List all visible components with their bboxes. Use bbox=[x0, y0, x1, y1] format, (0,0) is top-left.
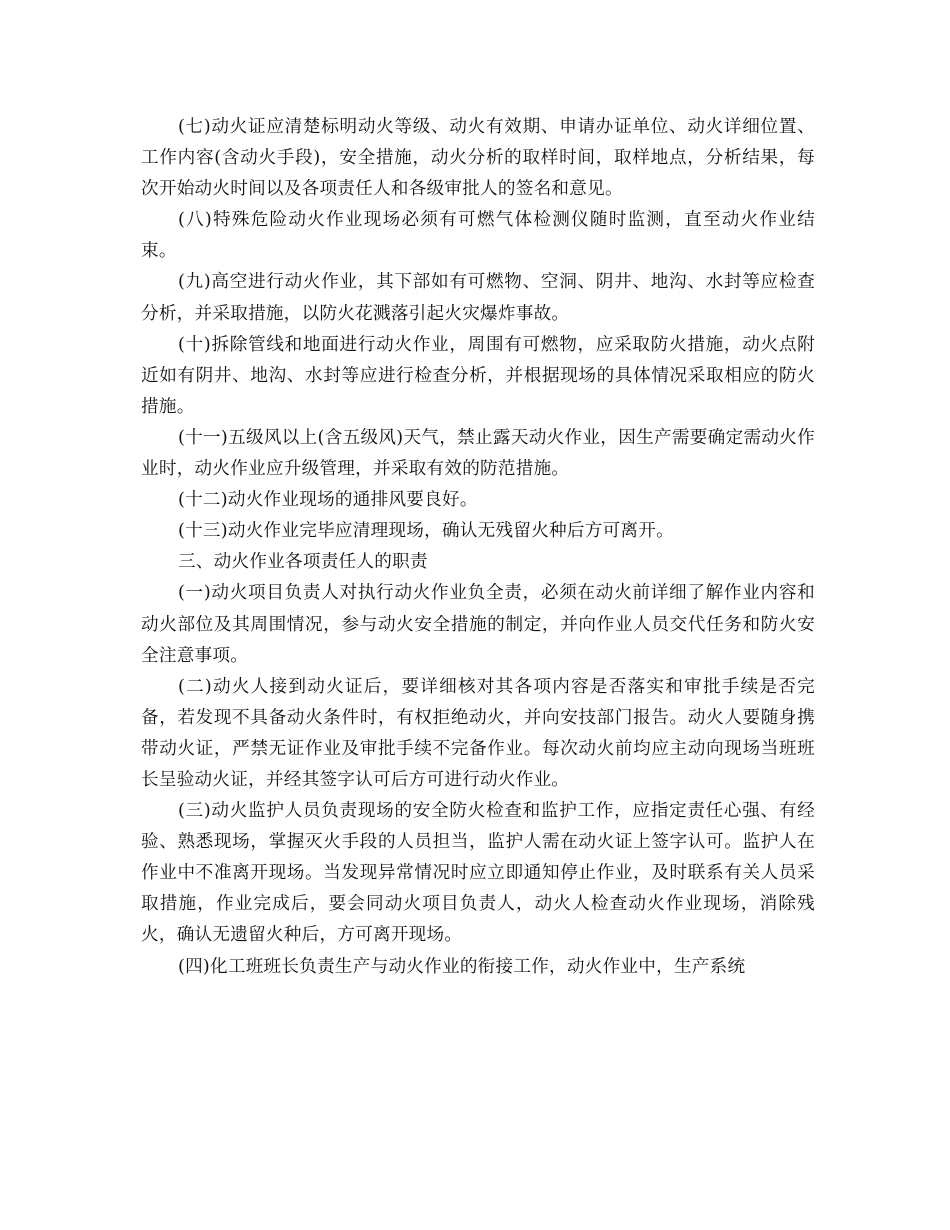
paragraph-duty-4: (四)化工班班长负责生产与动火作业的衔接工作，动火作业中，生产系统 bbox=[177, 956, 746, 977]
paragraph-clause-8: (八)特殊危险动火作业现场必须有可燃气体检测仪随时监测，直至动火作业结束。 bbox=[141, 210, 815, 262]
document-body bbox=[141, 112, 815, 983]
paragraph-clause-11: (十一)五级风以上(含五级风)天气，禁止露天动火作业，因生产需要确定需动火作业时，动火作业应升级管理，并采取有效的防范措施。 bbox=[141, 427, 815, 480]
paragraph-duty-1: (一)动火项目负责人对执行动火作业负全责，必须在动火前详细了解作业内容和动火部位及其周围情况，参与动火安全措施的制定，并向作业人员交代任务和防火安全注意事项。 bbox=[141, 583, 815, 666]
paragraph-clause-12: (十二)动火作业现场的通排风要良好。 bbox=[177, 490, 478, 511]
section-heading-3: 三、动火作业各项责任人的职责 bbox=[177, 552, 428, 573]
paragraph-clause-9: (九)高空进行动火作业，其下部如有可燃物、空洞、阴井、地沟、水封等应检查分析，并采取措施，以防火花溅落引起火灾爆炸事故。 bbox=[141, 272, 815, 324]
paragraph-duty-3: (三)动火监护人员负责现场的安全防火检查和监护工作，应指定责任心强、有经验、熟悉现场，掌握灭火手段的人员担当，监护人需在动火证上签字认可。监护人在作业中不准离开现场。当发现异常情况时应立即通知停止作业，及时联系有关人员采取措施，作业完成后，要会同动火项目负责人，动火人检查动火作业现场，消除残火，确认无遗留火种后，方可离开现场。 bbox=[141, 801, 815, 946]
paragraph-clause-10: (十)拆除管线和地面进行动火作业，周围有可燃物，应采取防火措施，动火点附近如有阴井、地沟、水封等应进行检查分析，并根据现场的具体情况采取相应的防火措施。 bbox=[141, 334, 815, 417]
paragraph-duty-2: (二)动火人接到动火证后，要详细核对其各项内容是否落实和审批手续是否完备，若发现不具备动火条件时，有权拒绝动火，并向安技部门报告。动火人要随身携带动火证，严禁无证作业及审批手续不完备作业。每次动火前均应主动向现场当班班长呈验动火证，并经其签字认可后方可进行动火作业。 bbox=[141, 676, 815, 790]
paragraph-clause-13: (十三)动火作业完毕应清理现场，确认无残留火种后方可离开。 bbox=[177, 521, 674, 542]
paragraph-clause-7: (七)动火证应清楚标明动火等级、动火有效期、申请办证单位、动火详细位置、工作内容(含动火手段)，安全措施，动火分析的取样时间，取样地点，分析结果，每次开始动火时间以及各项责任人和各级审批人的签名和意见。 bbox=[141, 117, 815, 200]
